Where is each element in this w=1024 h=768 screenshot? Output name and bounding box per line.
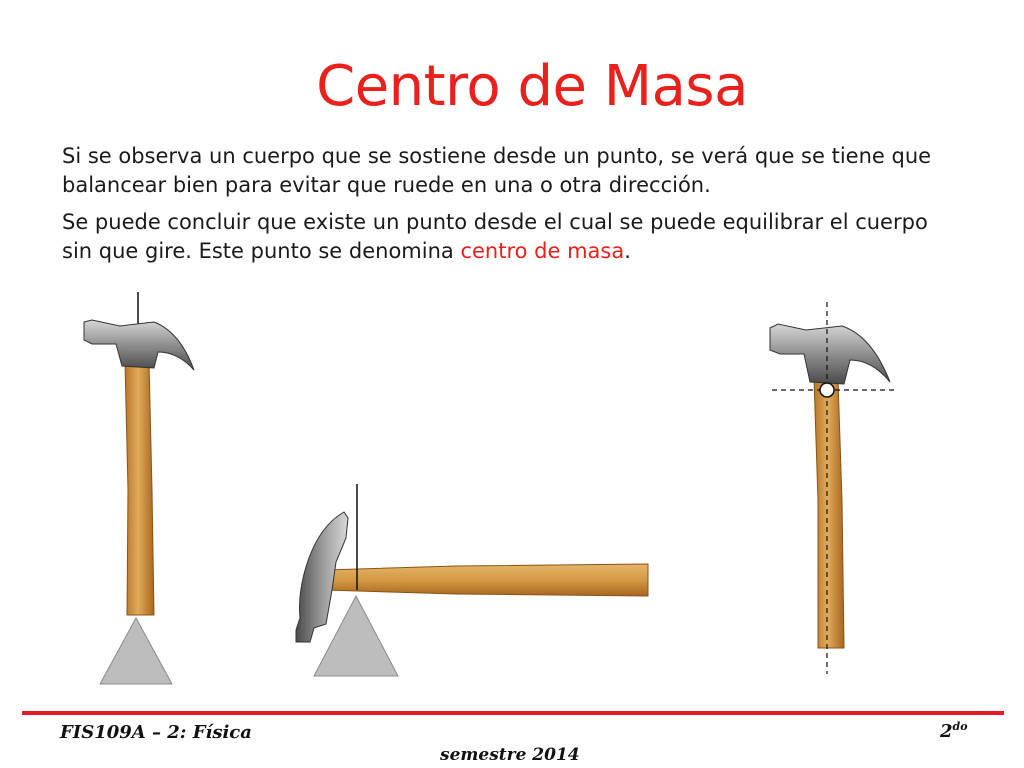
footer-semester: semestre 2014 <box>440 745 580 765</box>
center-of-mass-marker <box>820 383 834 397</box>
hammer-center-of-mass-figure <box>764 300 904 676</box>
paragraph-2-start: Se puede concluir que existe un punto desde el cual se puede equilibrar el cuerpo sin que gire. Este punto se denomina <box>62 210 928 263</box>
vertical-hammer-figure <box>70 290 210 690</box>
footer-term-suffix: do <box>952 720 968 733</box>
horizontal-hammer-figure <box>276 478 656 684</box>
support-triangle <box>100 618 172 684</box>
centro-de-masa-highlight: centro de masa <box>460 239 625 263</box>
footer-term <box>940 720 968 742</box>
hammer-head <box>770 324 890 384</box>
footer-course: FIS109A – 2: Física <box>60 722 252 743</box>
hammer-head <box>84 320 194 370</box>
paragraph-2-end: . <box>624 239 631 263</box>
footer-term-number: 2 <box>940 721 953 742</box>
slide-title: Centro de Masa <box>316 54 748 119</box>
paragraph-2 <box>62 208 962 266</box>
footer-divider <box>22 711 1004 715</box>
paragraph-1: Si se observa un cuerpo que se sostiene desde un punto, se verá que se tiene que balancear bien para evitar que ruede en una o otra dirección. <box>62 144 932 197</box>
